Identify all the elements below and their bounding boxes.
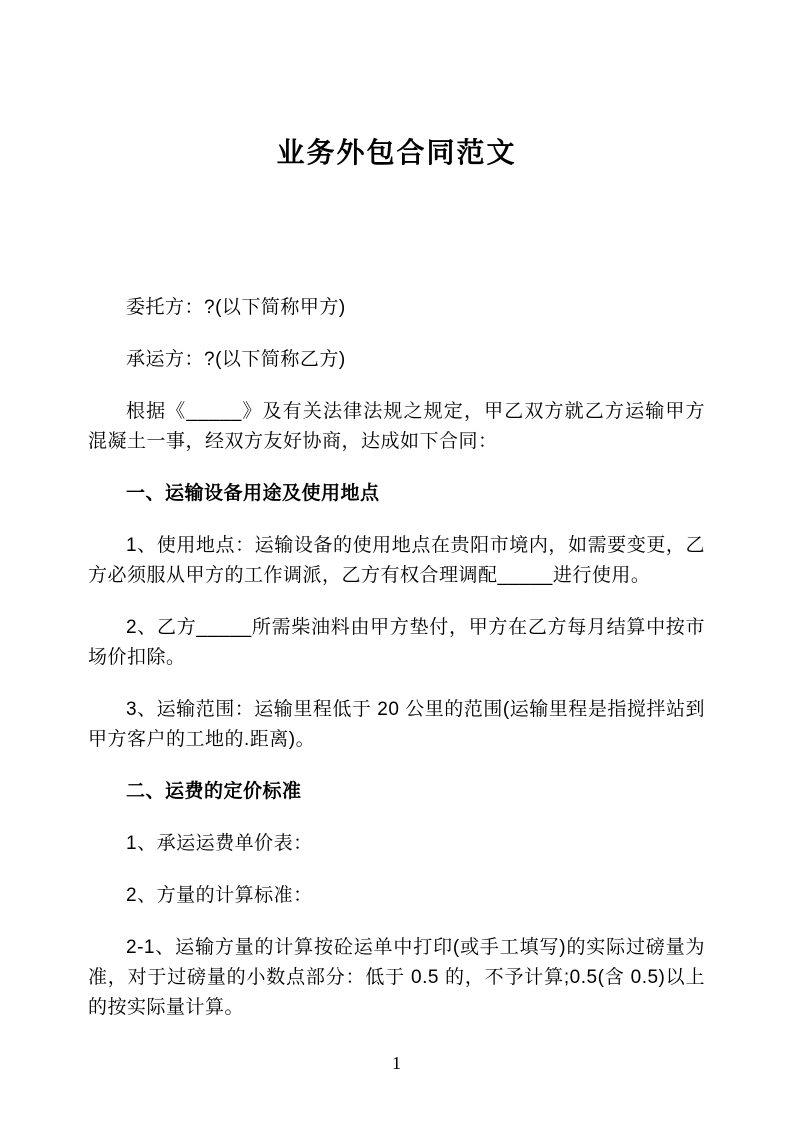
clause-1-1-usage-location: 1、使用地点：运输设备的使用地点在贵阳市境内，如需要变更，乙方必须服从甲方的工作调派，乙方有权合理调配_____进行使用。 [88,535,705,586]
clause-1-3-transport-range: 3、运输范围：运输里程低于 20 公里的范围(运输里程是指搅拌站到甲方客户的工地的.距离)。 [88,699,705,750]
clause-2-1-freight-price-table: 1、承运运费单价表： [126,833,313,854]
party-line-carrier: 承运方：?(以下简称乙方) [126,349,346,370]
clause-1-2-diesel-cost: 2、乙方_____所需柴油料由甲方垫付，甲方在乙方每月结算中按市场价扣除。 [88,617,705,668]
page-number: 1 [392,1053,401,1073]
section-heading-2: 二、运费的定价标准 [126,781,302,802]
document-body [0,293,793,1023]
clause-2-2-volume-standard: 2、方量的计算标准： [126,885,313,906]
document-title: 业务外包合同范文 [276,137,517,168]
party-line-consignor: 委托方：?(以下简称甲方) [126,297,346,318]
preamble-paragraph: 根据《_____》及有关法律法规之规定，甲乙双方就乙方运输甲方混凝土一事，经双方友好协商，达成如下合同： [88,401,705,452]
clause-2-2-1-weighing-rule: 2-1、运输方量的计算按砼运单中打印(或手工填写)的实际过磅量为准，对于过磅量的小数点部分：低于 0.5 的，不予计算;0.5(含 0.5)以上的按实际量计算。 [88,937,705,1018]
section-heading-1: 一、运输设备用途及使用地点 [126,483,380,504]
